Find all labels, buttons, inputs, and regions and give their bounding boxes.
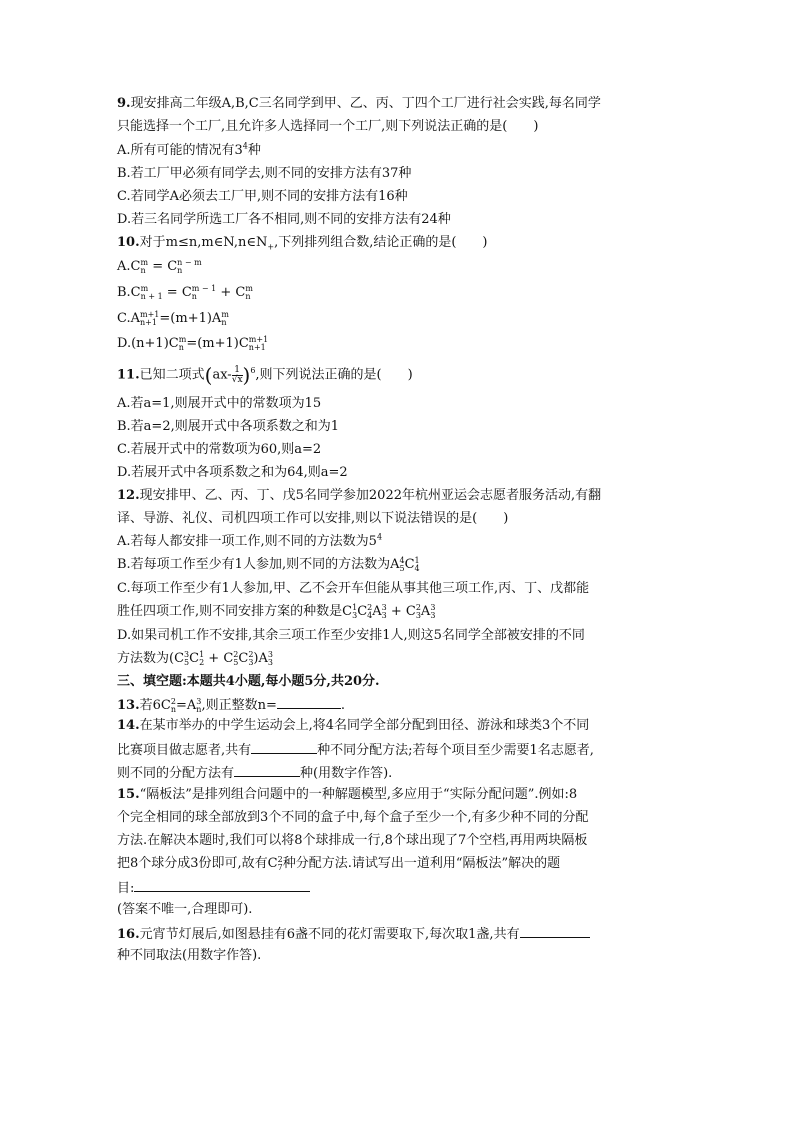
q15-line4: 把8个球分成3份即可,故有C 2 7 种分配方法.请试写出一道利用“隔板法”解决的题: [117, 854, 561, 872]
q12-option-a: A.若每人都安排一项工作,则不同的方法数为$5^4$: [117, 532, 383, 549]
q16-line2: 种不同取法(用数字作答).: [117, 948, 262, 963]
q9-option-c: C.若同学A必须去工厂甲,则不同的安排方法有16种: [117, 189, 408, 204]
q13-stem: 13.若6C 2 n =A 3 n ,则正整数n= .: [117, 694, 345, 716]
q11-option-d: D.若展开式中各项系数之和为64,则a=2: [117, 465, 348, 480]
q12-option-d-line1: D.如果司机工作不安排,其余三项工作至少安排1人,则这5名同学全部被安排的不同: [117, 628, 585, 643]
q12-number: 12.: [117, 488, 140, 503]
q11-option-b: B.若a=2,则展开式中各项系数之和为1: [117, 419, 340, 434]
q9-stem-line1: 9.现安排高二年级A,B,C三名同学到甲、乙、丙、丁四个工厂进行社会实践,每名同学: [117, 96, 601, 111]
q9-option-a: A.所有可能的情况有$3^4$种: [117, 141, 261, 158]
q15-line3: 方法.在解决本题时,我们可以将8个球排成一行,8个球出现了7个空档,再用两块隔板: [117, 833, 588, 848]
q9-number: 9.: [117, 96, 131, 111]
q9-stem-line2: 只能选择一个工厂,且允许多人选择同一个工厂,则下列说法正确的是( ): [117, 119, 539, 134]
q14-answer-blank-1[interactable]: [251, 739, 317, 754]
q14-line3: 则不同的分配方法有 种(用数字作答).: [117, 762, 392, 784]
q12-option-d-line2: 方法数为(C 3 5 C 1 2 + C 2 5 C 2 3 )A 3 3: [117, 649, 273, 667]
q10-number: 10.: [117, 235, 140, 250]
q15-number: 15.: [117, 787, 140, 802]
q15-answer-blank[interactable]: [134, 877, 310, 892]
q16-number: 16.: [117, 927, 140, 942]
q10-option-c: C.A m+1 n+1 =(m+1)A m n: [117, 309, 229, 327]
q11-number: 11.: [117, 367, 140, 383]
section-3-heading: 三、填空题:本题共4小题,每小题5分,共20分.: [117, 674, 380, 689]
q9-option-d: D.若三名同学所选工厂各不相同,则不同的安排方法有24种: [117, 212, 451, 227]
q10-option-d: D.(n+1)C m n =(m+1)C m+1 n+1: [117, 334, 269, 352]
q12-stem-line2: 译、导游、礼仪、司机四项工作可以安排,则以下说法错误的是( ): [117, 511, 509, 526]
q9-option-b: B.若工厂甲必须有同学去,则不同的安排方法有37种: [117, 166, 412, 181]
q16-line1: 16.元宵节灯展后,如图悬挂有6盏不同的花灯需要取下,每次取1盏,共有: [117, 923, 590, 945]
q12-stem-line1: 12.现安排甲、乙、丙、丁、戊5名同学参加2022年杭州亚运会志愿者服务活动,有翻: [117, 488, 602, 503]
q15-line5: 目:: [117, 877, 310, 899]
q15-line1: 15.“隔板法”是排列组合问题中的一种解题模型,多应用于“实际分配问题”.例如:8: [117, 787, 578, 802]
q13-answer-blank[interactable]: [277, 694, 341, 709]
q16-answer-blank[interactable]: [520, 923, 590, 938]
q14-line1: 14.在某市举办的中学生运动会上,将4名同学全部分配到田径、游泳和球类3个不同: [117, 718, 590, 733]
q15-line6: (答案不唯一,合理即可).: [117, 902, 253, 917]
q10-option-a: A.C m n = C n − m n: [117, 257, 202, 275]
q11-option-c: C.若展开式中的常数项为60,则a=2: [117, 442, 322, 457]
q14-answer-blank-2[interactable]: [234, 762, 300, 777]
q10-option-b: B.C m n + 1 = C m − 1 n + C m n: [117, 283, 253, 301]
q10-stem: 10.对于$m\le n,m\in N,n\in N_+$,下列排列组合数,结论正确的是( ): [117, 235, 488, 252]
q12-option-c-line2: 胜任四项工作,则不同安排方案的种数是C 1 3 C 2 4 A 3 3 + C 2 3 A 3 3: [117, 602, 436, 620]
q11-option-a: A.若a=1,则展开式中的常数项为15: [117, 396, 322, 411]
q14-line2: 比赛项目做志愿者,共有 种不同分配方法;若每个项目至少需要1名志愿者,: [117, 739, 594, 761]
q15-line2: 个完全相同的球全部放到3个不同的盒子中,每个盒子至少一个,有多少种不同的分配: [117, 810, 589, 825]
q12-option-b: B.若每项工作至少有1人参加,则不同的方法数为A 4 5 C 1 4: [117, 555, 420, 573]
q11-stem: 11.已知二项式(ax- $\frac{1}{√x}$ )$^6$,则下列说法正确的是( ): [117, 363, 413, 387]
q13-number: 13.: [117, 698, 140, 713]
q12-option-c-line1: C.每项工作至少有1人参加,甲、乙不会开车但能从事其他三项工作,丙、丁、戊都能: [117, 581, 590, 596]
q14-number: 14.: [117, 718, 140, 733]
